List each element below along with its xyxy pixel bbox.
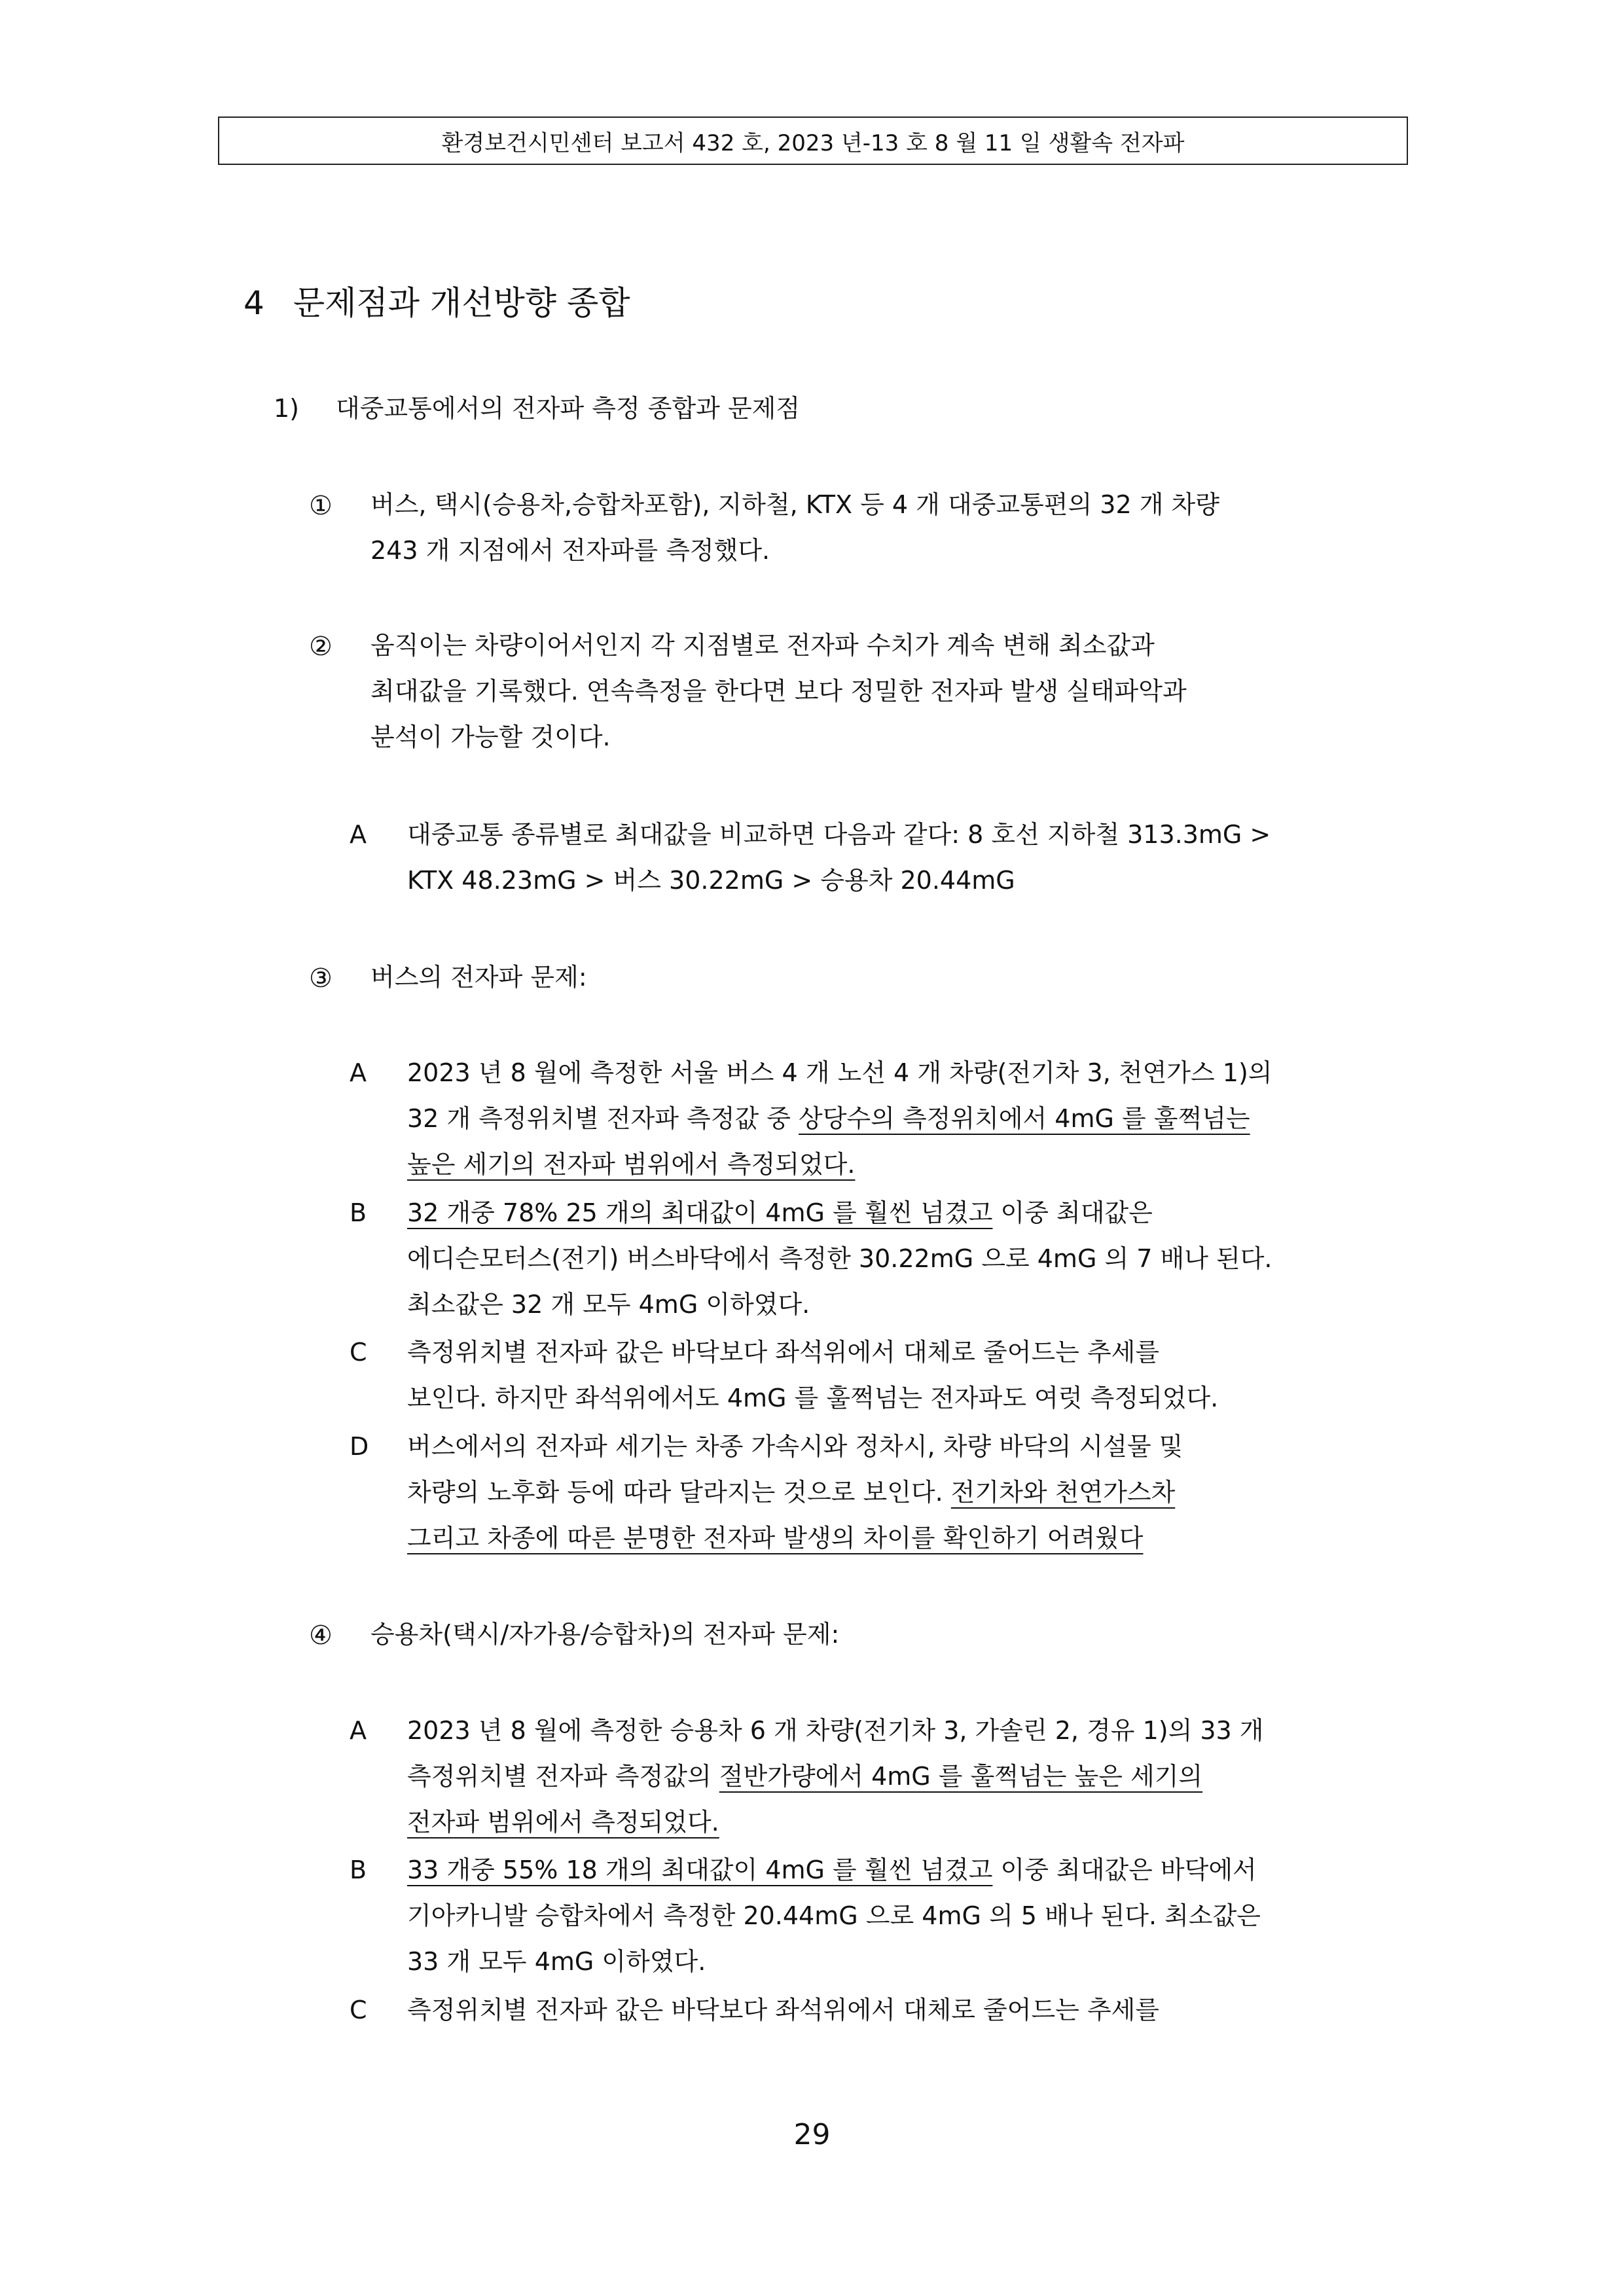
subsection-number: 1) xyxy=(274,394,300,423)
item-2a-line-2: KTX 48.23mG > 버스 30.22mG > 승용차 20.44mG xyxy=(407,866,1015,895)
item-letter-4a: A xyxy=(350,1716,367,1745)
item-4b-line-2: 기아카니발 승합차에서 측정한 20.44mG 으로 4mG 의 5 배나 된다. 최소값은 xyxy=(407,1901,1261,1930)
item-3d-line-2 xyxy=(407,1469,1183,1515)
item-3d-line-1: 버스에서의 전자파 세기는 차종 가속시와 정차시, 차량 바닥의 시설물 및 xyxy=(407,1432,1183,1461)
item-3c xyxy=(407,1329,1218,1421)
item-4a-line-2-underlined: 절반가량에서 4mG 를 훌쩍넘는 높은 세기의 xyxy=(719,1762,1203,1791)
header-text: 환경보건시민센터 보고서 432 호, 2023 년-13 호 8 월 11 일 생활속 전자파 xyxy=(441,130,1185,156)
item-4b-line-1-text: 이중 최대값은 바닥에서 xyxy=(992,1856,1257,1884)
item-3b-line-3: 최소값은 32 개 모두 4mG 이하였다. xyxy=(407,1290,810,1319)
section-title xyxy=(244,284,630,322)
item-3a-line-3-underlined: 높은 세기의 전자파 범위에서 측정되었다. xyxy=(407,1150,856,1179)
item-3b-line-1-underlined: 32 개중 78% 25 개의 최대값이 4mG 를 훨씬 넘겼고 xyxy=(407,1198,993,1227)
item-3d-line-2-underlined: 전기차와 천연가스차 xyxy=(950,1478,1176,1507)
item-letter-2a: A xyxy=(350,820,367,849)
item-3c-line-1: 측정위치별 전자파 값은 바닥보다 좌석위에서 대체로 줄어드는 추세를 xyxy=(407,1338,1160,1367)
item-letter-3d: D xyxy=(350,1432,369,1461)
paragraph-2-line-1: 움직이는 차량이어서인지 각 지점별로 전자파 수치가 계속 변해 최소값과 xyxy=(370,631,1155,660)
item-4a-line-2 xyxy=(407,1753,1264,1799)
item-3d-line-3-underlined: 그리고 차종에 따른 분명한 전자파 발생의 차이를 확인하기 어려웠다 xyxy=(407,1524,1144,1552)
item-3a-line-2-underlined: 상당수의 측정위치에서 4mG 를 훌쩍넘는 xyxy=(799,1104,1250,1133)
item-3c-line-2: 보인다. 하지만 좌석위에서도 4mG 를 훌쩍넘는 전자파도 여럿 측정되었다. xyxy=(407,1384,1219,1412)
item-3a xyxy=(407,1050,1272,1187)
item-2a xyxy=(407,812,1271,903)
item-3d xyxy=(407,1424,1183,1561)
page-number: 29 xyxy=(793,2118,831,2151)
paragraph-2-line-3: 분석이 가능할 것이다. xyxy=(370,723,611,751)
item-3a-line-2-text: 32 개 측정위치별 전자파 측정값 중 xyxy=(407,1104,799,1133)
item-4c-line-1: 측정위치별 전자파 값은 바닥보다 좌석위에서 대체로 줄어드는 추세를 xyxy=(407,1996,1160,2024)
item-3a-line-1: 2023 년 8 월에 측정한 서울 버스 4 개 노선 4 개 차량(전기차 3, 천연가스 1)의 xyxy=(407,1058,1272,1087)
item-3b xyxy=(407,1190,1272,1327)
item-4a-line-1: 2023 년 8 월에 측정한 승용차 6 개 차량(전기차 3, 가솔린 2, 경유 1)의 33 개 xyxy=(407,1716,1264,1745)
section-number: 4 xyxy=(244,284,264,322)
item-3d-line-2-text: 차량의 노후화 등에 따라 달라지는 것으로 보인다. xyxy=(407,1478,951,1507)
item-3b-line-2: 에디슨모터스(전기) 버스바닥에서 측정한 30.22mG 으로 4mG 의 7 배나 된다. xyxy=(407,1244,1272,1273)
item-4b-line-1-underlined: 33 개중 55% 18 개의 최대값이 4mG 를 훨씬 넘겼고 xyxy=(407,1856,993,1884)
item-4a xyxy=(407,1708,1264,1845)
circled-number-4: ④ xyxy=(309,1621,333,1651)
paragraph-3-title: 버스의 전자파 문제: xyxy=(370,963,587,992)
subsection-heading: 대중교통에서의 전자파 측정 종합과 문제점 xyxy=(336,394,801,423)
item-3a-line-3 xyxy=(407,1141,1272,1187)
paragraph-1-line-2: 243 개 지점에서 전자파를 측정했다. xyxy=(370,536,770,565)
item-letter-4b: B xyxy=(350,1856,367,1884)
page-header xyxy=(218,117,1408,165)
item-4c xyxy=(407,1987,1159,2033)
circled-number-3: ③ xyxy=(309,963,333,994)
paragraph-2 xyxy=(370,622,1187,760)
circled-number-1: ① xyxy=(309,491,333,521)
item-3d-line-3 xyxy=(407,1515,1183,1561)
subsection-title xyxy=(274,396,800,421)
item-4b-line-3: 33 개 모두 4mG 이하였다. xyxy=(407,1947,706,1976)
paragraph-1-line-1: 버스, 택시(승용차,승합차포함), 지하철, KTX 등 4 개 대중교통편의 32 개 차량 xyxy=(370,490,1219,519)
item-4a-line-3-underlined: 전자파 범위에서 측정되었다. xyxy=(407,1808,719,1837)
item-3a-line-2 xyxy=(407,1096,1272,1141)
item-letter-3a: A xyxy=(350,1058,367,1087)
section-heading: 문제점과 개선방향 종합 xyxy=(293,284,630,322)
item-3b-line-1-text: 이중 최대값은 xyxy=(992,1198,1153,1227)
item-4b xyxy=(407,1847,1261,1984)
paragraph-1 xyxy=(370,482,1219,573)
circled-number-2: ② xyxy=(309,632,333,662)
item-3b-line-1 xyxy=(407,1190,1272,1236)
item-4a-line-2-text: 측정위치별 전자파 측정값의 xyxy=(407,1762,719,1791)
item-2a-line-1: 대중교통 종류별로 최대값을 비교하면 다음과 같다: 8 호선 지하철 313.3mG > xyxy=(407,820,1271,849)
item-4a-line-3 xyxy=(407,1799,1264,1845)
item-letter-4c: C xyxy=(350,1996,367,2024)
item-4b-line-1 xyxy=(407,1847,1261,1893)
paragraph-4-title: 승용차(택시/자가용/승합차)의 전자파 문제: xyxy=(370,1620,840,1649)
paragraph-2-line-2: 최대값을 기록했다. 연속측정을 한다면 보다 정밀한 전자파 발생 실태파악과 xyxy=(370,677,1187,706)
item-letter-3c: C xyxy=(350,1338,367,1367)
item-letter-3b: B xyxy=(350,1198,367,1227)
